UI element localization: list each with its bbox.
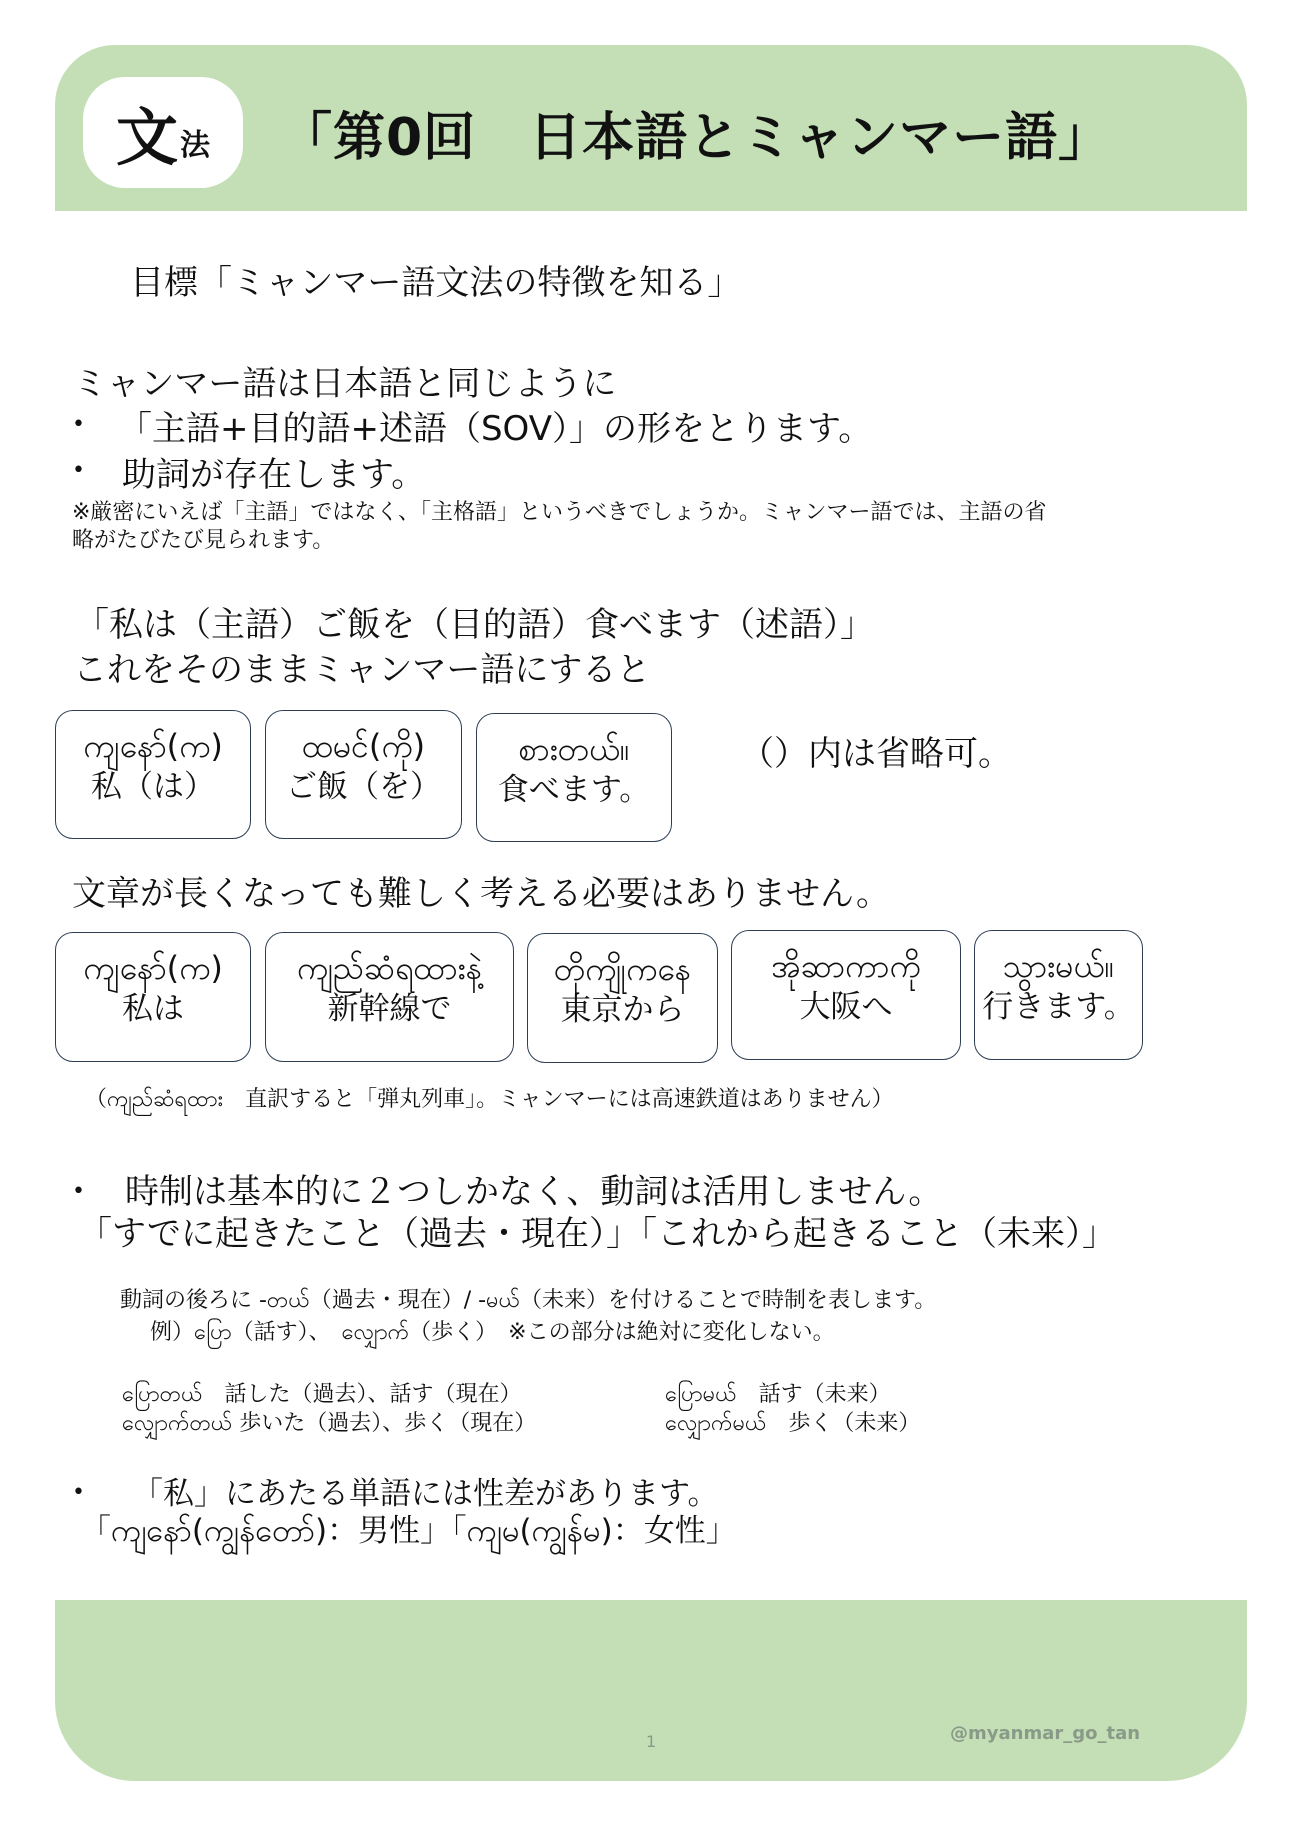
word-card-japanese: 行きます。 — [982, 989, 1135, 1025]
word-card-japanese: ご飯（を） — [286, 769, 441, 805]
shinkansen-note: （ကျည်ဆံရထား 直訳すると「弾丸列車」。ミャンマーには高速鉄道はありません） — [85, 1087, 894, 1112]
bullet-dot: • — [72, 458, 85, 483]
example1-lead: これをそのままミャンマー語にすると — [73, 650, 651, 690]
gender-bullet: 「私」にあたる単語には性差があります。 — [132, 1476, 719, 1512]
intro-note-line1: ※厳密にいえば「主語」ではなく、「主格語」というべきでしょうか。ミャンマー語では、主語の省 — [72, 500, 1047, 525]
word-card-japanese: 食べます。 — [497, 772, 651, 808]
conjugation-row1-left: ပြောတယ် 話した（過去）、話す（現在） — [122, 1382, 522, 1407]
footer-band — [55, 1600, 1247, 1781]
bullet-dot: • — [72, 412, 85, 437]
word-card-myanmar: အိုဆာကာကို — [771, 947, 921, 985]
conjugation-row2-right: လျှောက်မယ် 歩く（未来） — [665, 1411, 921, 1436]
bullet-dot: • — [72, 1480, 85, 1505]
word-card — [476, 713, 672, 842]
badge-main-char: 文 — [115, 101, 178, 174]
word-card — [265, 932, 514, 1062]
grammar-badge — [83, 77, 243, 188]
word-card-japanese: 私は — [122, 991, 184, 1027]
word-card — [265, 710, 462, 839]
intro-lead: ミャンマー語は日本語と同じように — [73, 364, 617, 404]
word-card — [55, 710, 251, 839]
word-card-myanmar: တိုကျိုကနေ — [553, 950, 692, 988]
word-card-myanmar: စားတယ်။ — [518, 730, 630, 768]
word-card-myanmar: ကျနော်(က) — [83, 949, 223, 987]
word-card — [55, 932, 251, 1062]
intro-note-line2: 略がたびたび見られます。 — [72, 528, 335, 553]
word-card — [974, 930, 1143, 1060]
word-card-japanese: 東京から — [560, 992, 685, 1028]
page-number: 1 — [646, 1732, 657, 1751]
omit-note: （）内は省略可。 — [740, 734, 1012, 774]
header-band — [55, 45, 1247, 211]
word-card-myanmar: သွားမယ်။ — [1002, 947, 1115, 985]
intro-bullet-sov: 「主語+目的語+述語（SOV）」の形をとります。 — [118, 409, 873, 449]
tense-explain: 動詞の後ろに -တယ်（過去・現在）/ -မယ်（未来）を付けることで時制を表します。 — [120, 1288, 937, 1313]
conjugation-row1-right: ပြောမယ် 話す（未来） — [665, 1382, 891, 1407]
page-title: 「第0回 日本語とミャンマー語」 — [280, 108, 1112, 168]
tense-bullet: 時制は基本的に２つしかなく、動詞は活用しません。 — [125, 1172, 943, 1212]
intro-bullet-particles: 助詞が存在します。 — [122, 455, 426, 495]
word-card-myanmar: ကျနော်(က) — [83, 727, 223, 765]
word-card-japanese: 大阪へ — [799, 989, 893, 1025]
author-handle: @myanmar_go_tan — [950, 1723, 1141, 1744]
tense-categories: 「すでに起きたこと（過去・現在）」「これから起きること（未来）」 — [78, 1214, 1117, 1254]
word-card — [731, 930, 961, 1060]
word-card-japanese: 私（は） — [91, 769, 215, 805]
word-card-myanmar: ထမင်(ကို) — [301, 727, 426, 765]
conjugation-row2-left: လျှောက်တယ် 歩いた（過去）、歩く（現在） — [122, 1411, 537, 1436]
badge-sub-char: 法 — [180, 127, 210, 163]
word-card-myanmar: ကျည်ဆံရထားနဲ့ — [296, 949, 483, 987]
example2-lead: 文章が長くなっても難しく考える必要はありません。 — [72, 874, 891, 914]
example1-sentence: 「私は（主語）ご飯を（目的語）食べます（述語）」 — [75, 605, 874, 645]
gender-words: 「ကျနော်(ကျွန်တော်)：男性」「ကျမ(ကျွန်မ)：女性」 — [80, 1513, 737, 1549]
word-card — [527, 933, 718, 1063]
bullet-dot: • — [72, 1179, 85, 1204]
goal-text: 目標「ミャンマー語文法の特徴を知る」 — [130, 263, 742, 303]
tense-example: 例）ပြော（話す）、 လျှောက်（歩く） ※この部分は絶対に変化しない。 — [150, 1320, 835, 1345]
word-card-japanese: 新幹線で — [327, 991, 452, 1027]
